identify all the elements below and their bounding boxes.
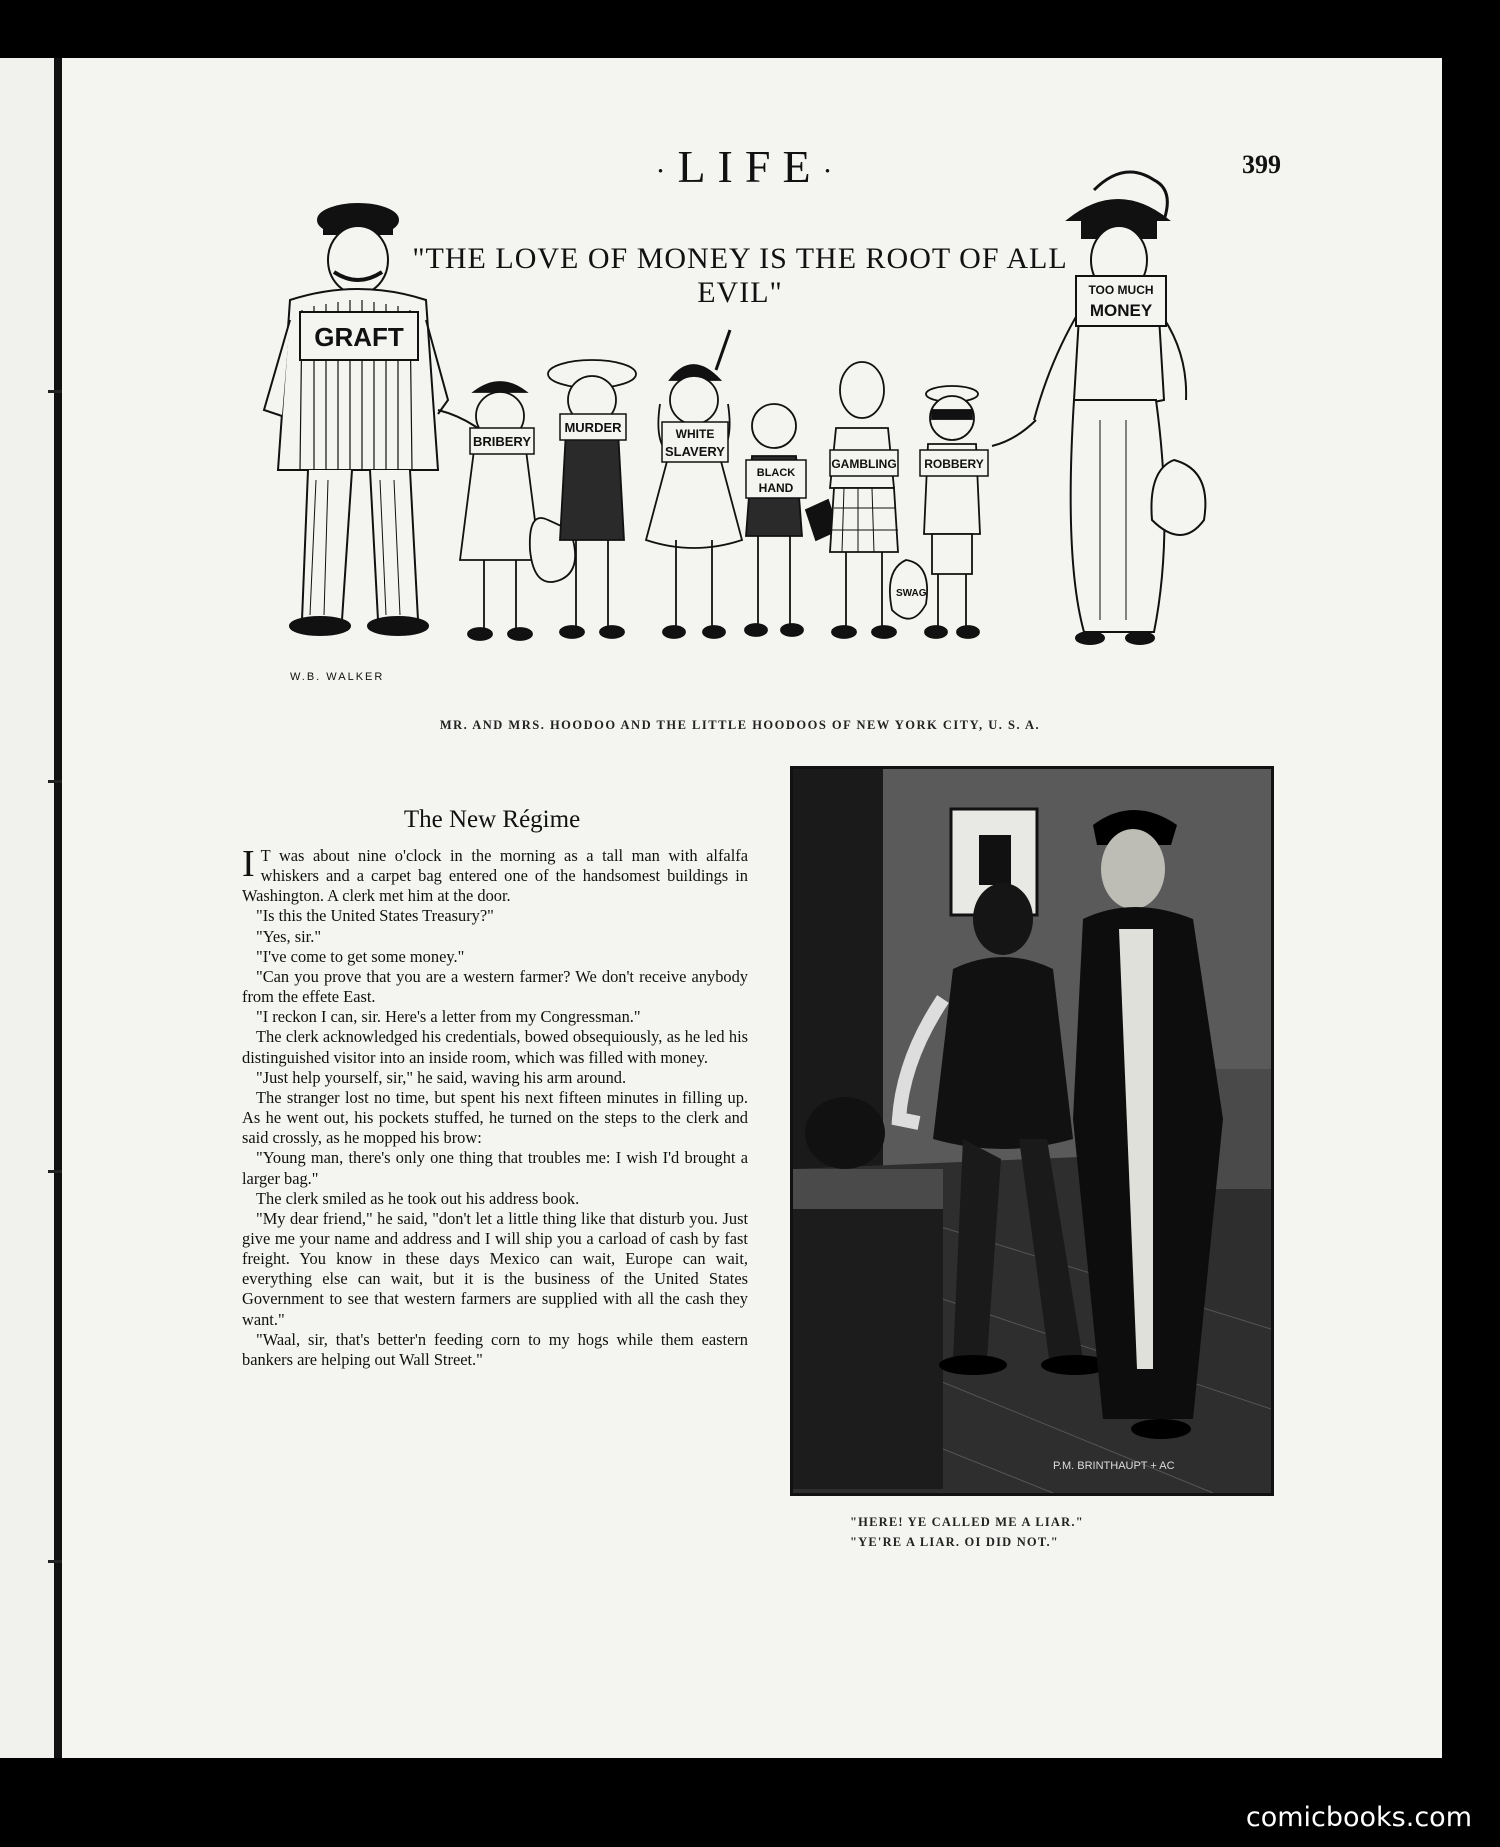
site-watermark: comicbooks.com — [1245, 1802, 1472, 1833]
story-paragraph: "Young man, there's only one thing that troubles me: I wish I'd brought a larger bag." — [242, 1148, 748, 1188]
black-hand-sign-text-2: HAND — [758, 481, 794, 495]
white-slavery-sign-text-1: WHITE — [675, 427, 715, 441]
cartoon-caption: MR. AND MRS. HOODOO AND THE LITTLE HOODOOS OF NEW YORK CITY, U. S. A. — [439, 718, 1041, 732]
cartoon-title: "THE LOVE OF MONEY IS THE ROOT OF ALL EVIL" — [412, 242, 1068, 309]
binding-spine — [54, 58, 62, 1758]
lady-figure — [992, 172, 1205, 644]
child-white-slavery — [646, 330, 742, 638]
story-body — [242, 843, 748, 1370]
magazine-title: LIFE — [677, 141, 823, 192]
story-paragraph: "I reckon I can, sir. Here's a letter from my Congressman." — [256, 1007, 641, 1027]
too-much-money-sign-text-2: MONEY — [1089, 301, 1153, 320]
gambling-sign-text: GAMBLING — [831, 457, 897, 471]
child-gambling — [830, 362, 898, 638]
cartoonist-signature: W.B. WALKER — [290, 671, 385, 683]
graft-sign-text: GRAFT — [314, 322, 404, 352]
robbery-sign-text: ROBBERY — [924, 457, 984, 471]
story-paragraph: "Just help yourself, sir," he said, waving his arm around. — [256, 1067, 627, 1087]
white-slavery-sign-text-2: SLAVERY — [665, 444, 725, 459]
hoodoo-family-cartoon — [230, 160, 1330, 700]
story-paragraph: "Waal, sir, that's better'n feeding corn to my hogs while them eastern bankers are helping out Wall Street." — [242, 1329, 748, 1369]
swag-bag-text: SWAG — [896, 588, 927, 599]
story-paragraph: The stranger lost no time, but spent his next fifteen minutes in filling up. As he went out, his pockets stuffed, he turned on the steps to the clerk and said crossly, as he mopped his brow: — [242, 1087, 748, 1148]
story-paragraph: "Is this the United States Treasury?" — [256, 906, 494, 926]
bribery-sign-text: BRIBERY — [472, 434, 532, 449]
child-murder — [548, 360, 636, 638]
story-paragraph: The clerk acknowledged his credentials, bowed obsequiously, as he led his distinguished visitor into an inside room, which was filled with money. — [242, 1027, 748, 1067]
too-much-money-sign-text-1: TOO MUCH — [1088, 283, 1154, 297]
story-paragraph: "I've come to get some money." — [256, 946, 465, 966]
murder-sign-text: MURDER — [564, 420, 622, 435]
argument-illustration — [790, 766, 1274, 1496]
child-black-hand — [745, 404, 838, 636]
illustrator-signature: P.M. BRINTHAUPT + AC — [1053, 1460, 1175, 1472]
story-paragraph: "Can you prove that you are a western farmer? We don't receive anybody from the effete East. — [242, 966, 748, 1007]
child-robbery — [890, 386, 980, 638]
story-title: The New Régime — [403, 806, 581, 833]
black-hand-sign-text-1: BLACK — [756, 467, 796, 479]
story-paragraph: "Yes, sir." — [256, 926, 322, 946]
policeman-figure — [264, 204, 508, 635]
page-number: 399 — [1242, 150, 1281, 179]
caption-line: "HERE! YE CALLED ME A LIAR." — [850, 1515, 1084, 1529]
illustration-drawing — [793, 769, 1271, 1493]
story-paragraph: The clerk smiled as he took out his address book. — [256, 1188, 580, 1208]
previous-page-edge — [0, 58, 56, 1758]
story-paragraph: "My dear friend," he said, "don't let a little thing like that disturb you. Just give me your name and address and I will ship you a carload of cash by fast freight. You know in these days Mexico can wait, Europe can wait, everything else can wait, but it is the business of the United States Government to see that western farmers are supplied with all the cash they want." — [242, 1208, 748, 1329]
illustration-caption — [850, 1512, 1230, 1552]
story-paragraph: I T was about nine o'clock in the morning as a tall man with alfalfa whiskers and a carpet bag entered one of the handsomest buildings in Washington. A clerk met him at the door. — [242, 843, 748, 906]
caption-line: "YE'RE A LIAR. OI DID NOT." — [850, 1535, 1059, 1549]
drop-cap: I — [242, 843, 255, 885]
child-bribery — [460, 382, 575, 640]
magazine-header: ·LIFE· — [655, 141, 845, 192]
